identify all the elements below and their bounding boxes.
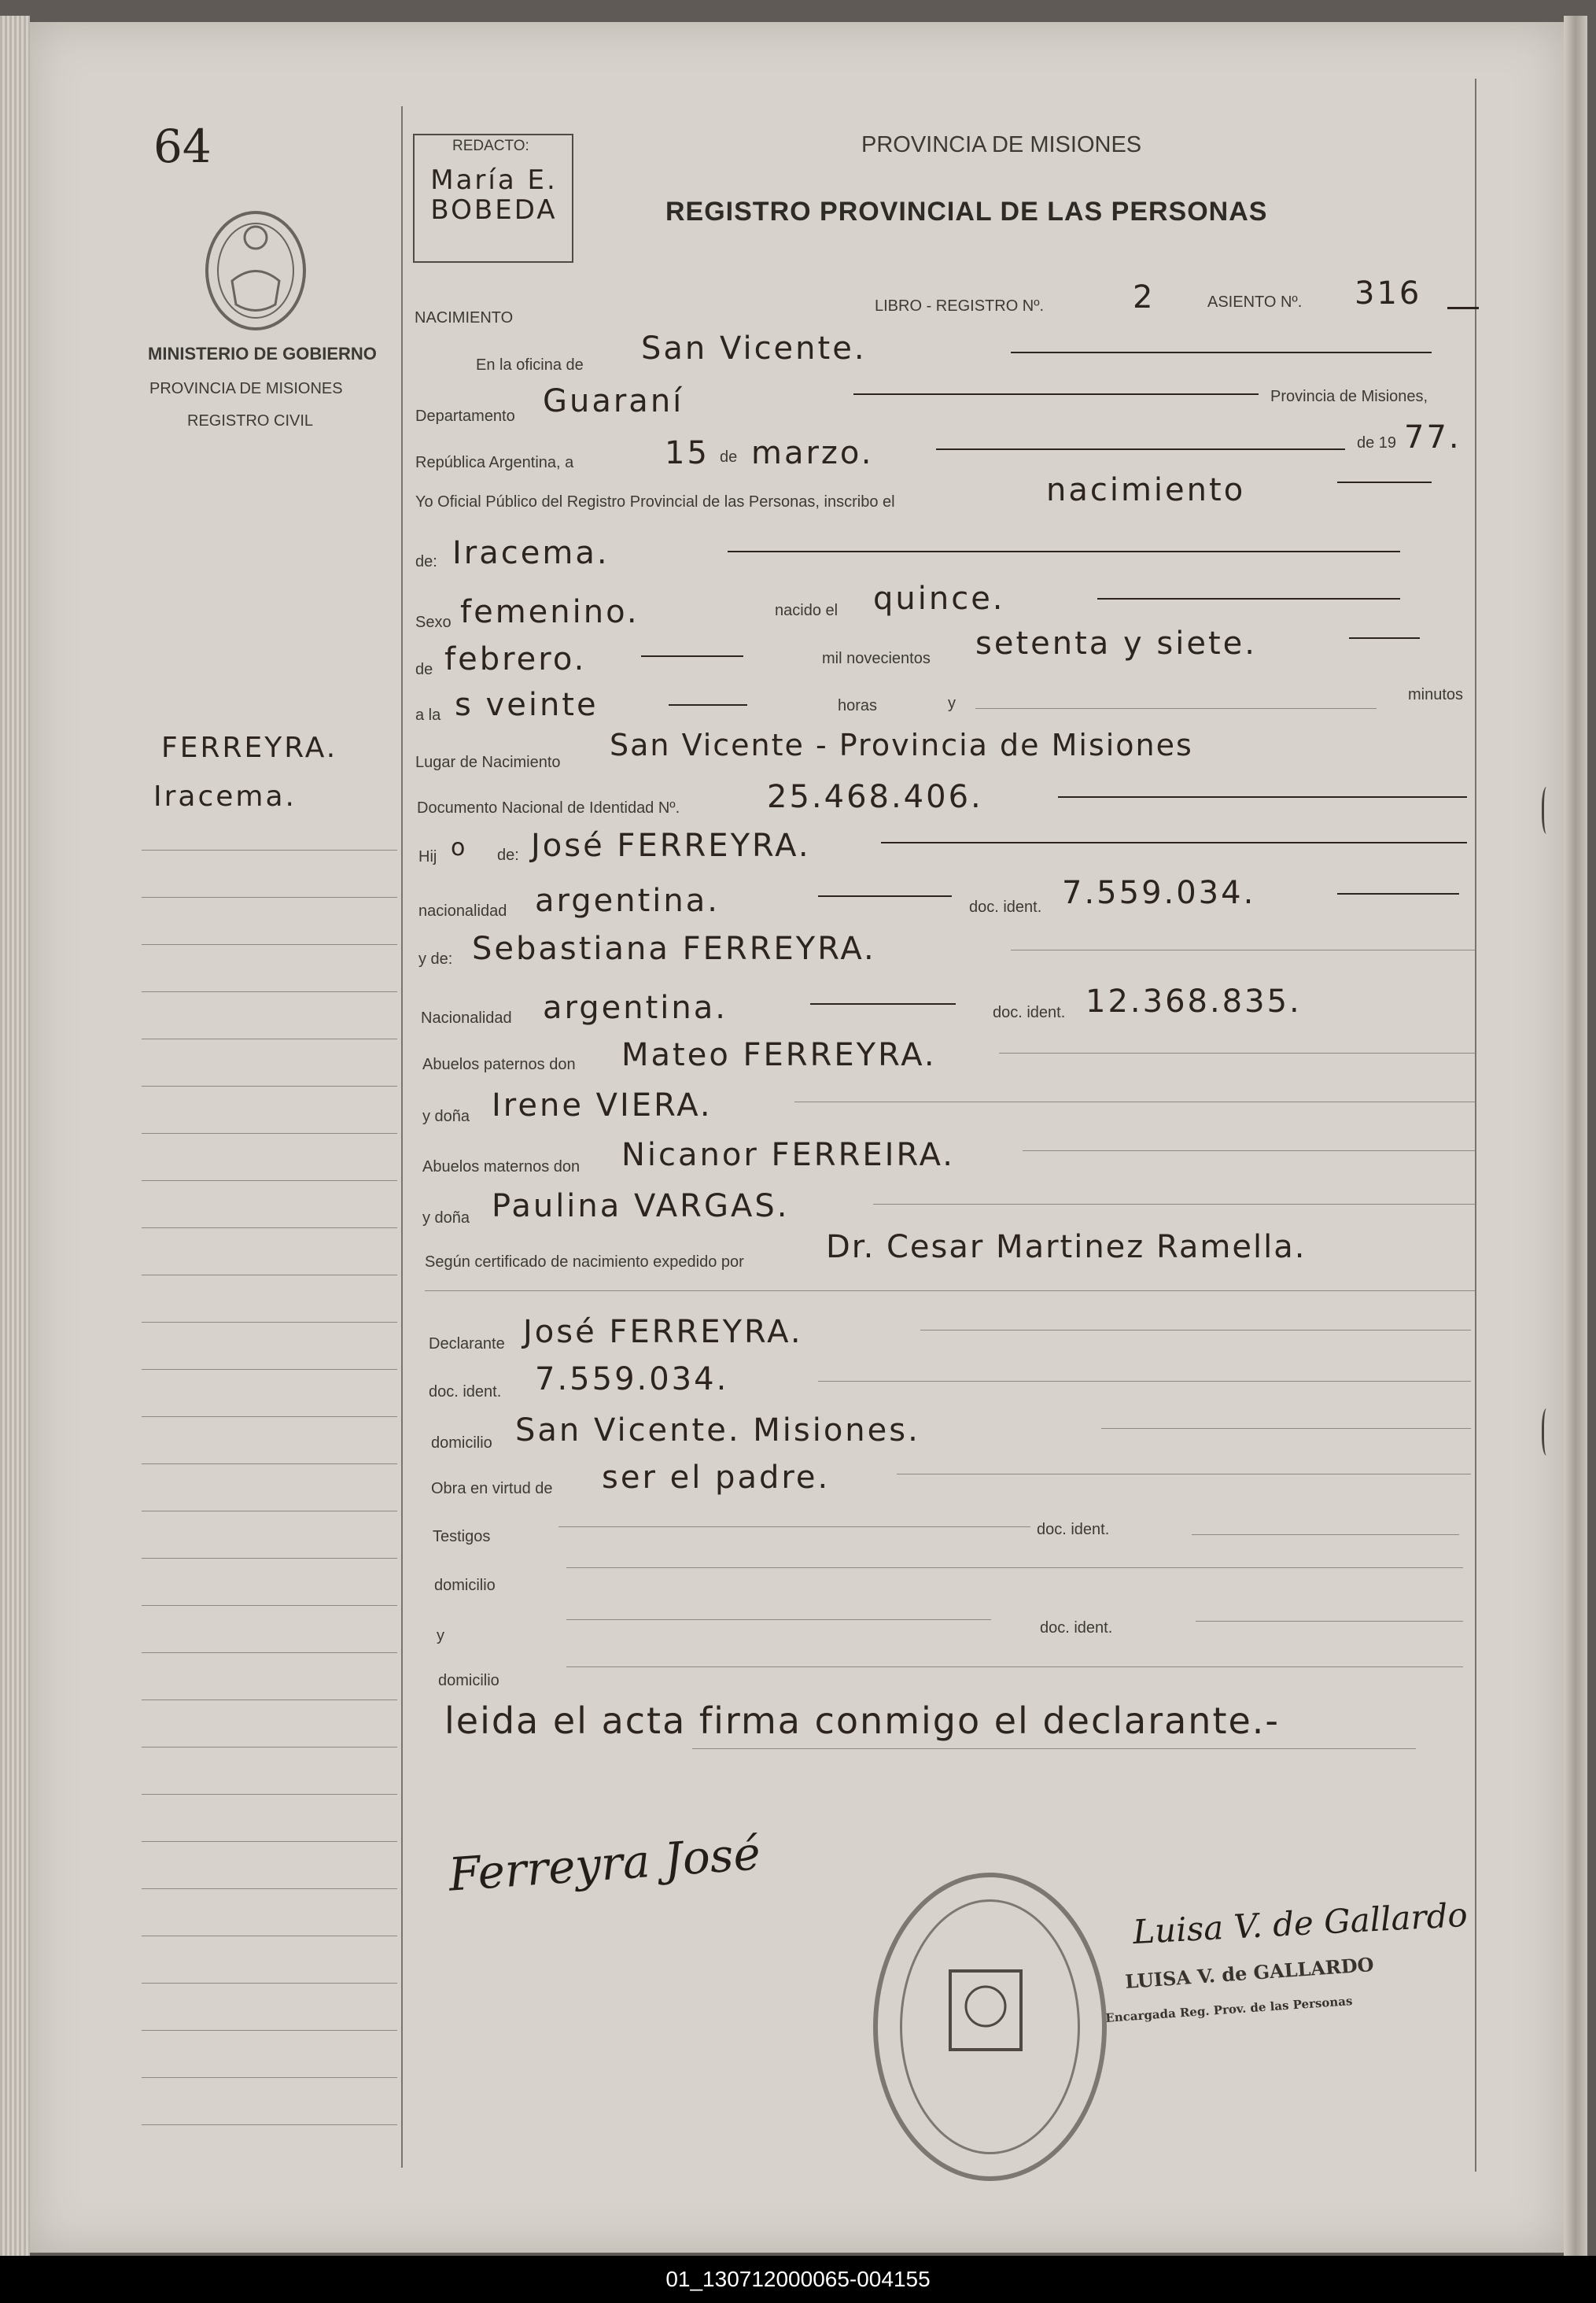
fill-line [999, 1053, 1475, 1054]
a-las-label: a la [415, 707, 441, 724]
margin-rule [142, 991, 397, 992]
mil-label: mil novecientos [822, 650, 931, 667]
fill-line [818, 1381, 1471, 1382]
margin-rule [142, 1227, 397, 1228]
doc-madre-label: doc. ident. [993, 1004, 1066, 1021]
margin-rule [142, 1086, 397, 1087]
image-caption: 01_130712000065-004155 [0, 2256, 1596, 2303]
ministry-line2: PROVINCIA DE MISIONES [149, 380, 343, 397]
cert-label: Según certificado de nacimiento expedido por [425, 1253, 744, 1271]
fill-line [669, 704, 747, 706]
departamento-value: Guaraní [543, 383, 684, 419]
right-border [1475, 79, 1476, 2172]
libro-value: 2 [1133, 279, 1156, 316]
fill-line [881, 842, 1467, 843]
margin-rule [142, 1558, 397, 1559]
fecha-dia: 15 [665, 435, 710, 471]
margin-rule [142, 1463, 397, 1464]
fill-line [1337, 893, 1459, 895]
header-province: PROVINCIA DE MISIONES [861, 132, 1142, 157]
provincia-label: Provincia de Misiones, [1270, 388, 1428, 405]
hijo-label: Hij [418, 848, 437, 865]
margin-rule [142, 1416, 397, 1417]
margin-rule [142, 1605, 397, 1606]
margin-rule [142, 1369, 397, 1370]
nacido-dia: quince. [873, 581, 1005, 617]
margin-rule [142, 2077, 397, 2078]
fill-line [728, 551, 1400, 552]
nacido-label: nacido el [775, 602, 839, 619]
rule-line [692, 1748, 1416, 1749]
margin-surname: FERREYRA. [161, 732, 338, 764]
fill-line [566, 1567, 1463, 1568]
margin-rule [142, 1841, 397, 1842]
margin-rule [142, 1794, 397, 1795]
margin-given: Iracema. [153, 781, 297, 813]
margin-rule [142, 1322, 397, 1323]
nombre-label: de: [415, 553, 437, 570]
fill-line [1011, 352, 1432, 353]
sexo-label: Sexo [415, 614, 452, 631]
fill-line [853, 393, 1259, 395]
de2-label: de [415, 661, 433, 678]
y-dona-label: y doña [422, 1108, 470, 1125]
page-edge-right [1564, 16, 1587, 2258]
asiento-label: ASIENTO Nº. [1207, 293, 1303, 311]
fill-line [1447, 307, 1479, 309]
lugar-label: Lugar de Nacimiento [415, 754, 561, 771]
dom-t1-label: domicilio [434, 1577, 496, 1594]
madre-label: y de: [418, 950, 453, 968]
margin-rule [142, 944, 397, 945]
cert-value: Dr. Cesar Martinez Ramella. [826, 1229, 1307, 1265]
fill-line [1097, 598, 1400, 600]
lugar-value: San Vicente - Provincia de Misiones [610, 728, 1193, 762]
y-dona2-label: y doña [422, 1209, 470, 1227]
padre-value: José FERREYRA. [531, 828, 811, 864]
doc-padre-label: doc. ident. [969, 899, 1042, 916]
margin-rule [142, 897, 397, 898]
obra-value: ser el padre. [602, 1460, 831, 1496]
margin-rule [142, 1888, 397, 1889]
fill-line [936, 448, 1345, 450]
column-divider [401, 106, 403, 2168]
margin-rule [142, 1747, 397, 1748]
fill-line [1337, 482, 1432, 483]
oficial-label: Yo Oficial Público del Registro Provincial de las Personas, inscribo el [415, 493, 895, 511]
fill-line [1101, 1428, 1471, 1429]
libro-label: LIBRO - REGISTRO Nº. [875, 297, 1045, 315]
doc-madre-value: 12.368.835. [1086, 984, 1302, 1020]
fecha-mes: marzo. [751, 435, 874, 471]
ab-mat-don: Nicanor FERREIRA. [621, 1137, 956, 1173]
asiento-value: 316 [1355, 275, 1422, 312]
doc-t2-label: doc. ident. [1040, 1619, 1113, 1637]
margin-rule [142, 2030, 397, 2031]
fill-line [1192, 1534, 1459, 1535]
ab-mat-label: Abuelos maternos don [422, 1158, 581, 1175]
fill-line [566, 1619, 991, 1620]
closing-note: leida el acta firma conmigo el declarante.- [444, 1700, 1281, 1742]
page-number: 64 [153, 120, 212, 173]
nac-padre-value: argentina. [535, 883, 720, 919]
doc-decl-label: doc. ident. [429, 1383, 502, 1401]
signature-oficial-title: Encargada Reg. Prov. de las Personas [1104, 1994, 1353, 2025]
fill-line [558, 1526, 1030, 1527]
nacido-mes: febrero. [444, 641, 587, 677]
fecha-de-label: de [720, 448, 738, 466]
nac-madre-label: Nacionalidad [421, 1009, 512, 1027]
margin-rule [142, 1652, 397, 1653]
fill-line [1058, 796, 1467, 798]
dom-t2-label: domicilio [438, 1672, 499, 1689]
domicilio-label: domicilio [431, 1434, 492, 1452]
nacido-anio: setenta y siete. [975, 626, 1257, 662]
dni-value: 25.468.406. [767, 779, 983, 815]
nac-padre-label: nacionalidad [418, 902, 507, 920]
departamento-label: Departamento [415, 408, 515, 425]
domicilio-value: San Vicente. Misiones. [515, 1412, 920, 1449]
margin-rule [142, 1180, 397, 1181]
madre-value: Sebastiana FERREYRA. [472, 931, 876, 967]
margin-rule [142, 2124, 397, 2125]
rule-line [425, 1290, 1475, 1291]
fecha-year: 77. [1404, 419, 1461, 456]
doc-padre-value: 7.559.034. [1062, 875, 1256, 911]
oficina-value: San Vicente. [641, 330, 867, 367]
ab-mat-dona: Paulina VARGAS. [492, 1188, 790, 1224]
fill-line [641, 655, 743, 657]
fill-line [810, 1003, 956, 1005]
ministry-line1: MINISTERIO DE GOBIERNO [148, 344, 377, 364]
page-fold-mark [1542, 787, 1554, 834]
ab-pat-dona: Irene VIERA. [492, 1087, 713, 1124]
minutos-label: minutos [1408, 686, 1464, 703]
signature-declarante: Ferreyra José [447, 1826, 762, 1902]
sexo-value: femenino. [460, 594, 640, 630]
doc-t1-label: doc. ident. [1037, 1521, 1110, 1538]
margin-rule [142, 1133, 397, 1134]
margin-rule [142, 850, 397, 851]
page-fold-mark [1542, 1408, 1554, 1456]
redacto-label: REDACTO: [452, 138, 529, 154]
signature-oficial-printed: LUISA V. de GALLARDO [1124, 1952, 1375, 1994]
fill-line [1349, 637, 1420, 639]
nac-madre-value: argentina. [543, 990, 728, 1026]
seal-emblem-icon [942, 1963, 1029, 2058]
declarante-label: Declarante [429, 1335, 505, 1353]
obra-label: Obra en virtud de [431, 1480, 553, 1497]
horas-label: horas [838, 697, 878, 714]
fill-line [566, 1666, 1463, 1667]
ministry-line3: REGISTRO CIVIL [187, 412, 314, 430]
declarante-value: José FERREYRA. [523, 1314, 803, 1350]
ab-pat-label: Abuelos paternos don [422, 1056, 576, 1073]
redacto-name: María E. BOBEDA [430, 164, 558, 226]
page-edge-left [0, 16, 30, 2258]
signature-oficial: Luisa V. de Gallardo [1132, 1895, 1469, 1952]
header-registry: REGISTRO PROVINCIAL DE LAS PERSONAS [665, 197, 1268, 227]
record-type-label: NACIMIENTO [415, 309, 514, 327]
hora-value: s veinte [455, 687, 599, 723]
dni-label: Documento Nacional de Identidad Nº. [417, 799, 680, 817]
fecha-year-label: de 19 [1357, 434, 1397, 452]
testigos-label: Testigos [433, 1528, 491, 1545]
fill-line [1023, 1150, 1475, 1151]
margin-rule [142, 1983, 397, 1984]
y-t2-label: y [437, 1627, 444, 1644]
fill-line [1196, 1621, 1463, 1622]
y-label: y [948, 695, 956, 712]
ab-pat-don: Mateo FERREYRA. [621, 1037, 937, 1073]
doc-decl-value: 7.559.034. [535, 1361, 729, 1397]
nombre-value: Iracema. [452, 535, 610, 571]
hijo-suffix: o [451, 834, 468, 862]
inscribo-value: nacimiento [1046, 472, 1246, 508]
fill-line [873, 1204, 1475, 1205]
republica-label: República Argentina, a [415, 454, 574, 471]
fill-line [818, 895, 952, 897]
coat-of-arms-icon [201, 206, 311, 332]
oficina-label: En la oficina de [476, 356, 584, 374]
padre-label: de: [497, 847, 519, 864]
fill-line [975, 708, 1377, 709]
